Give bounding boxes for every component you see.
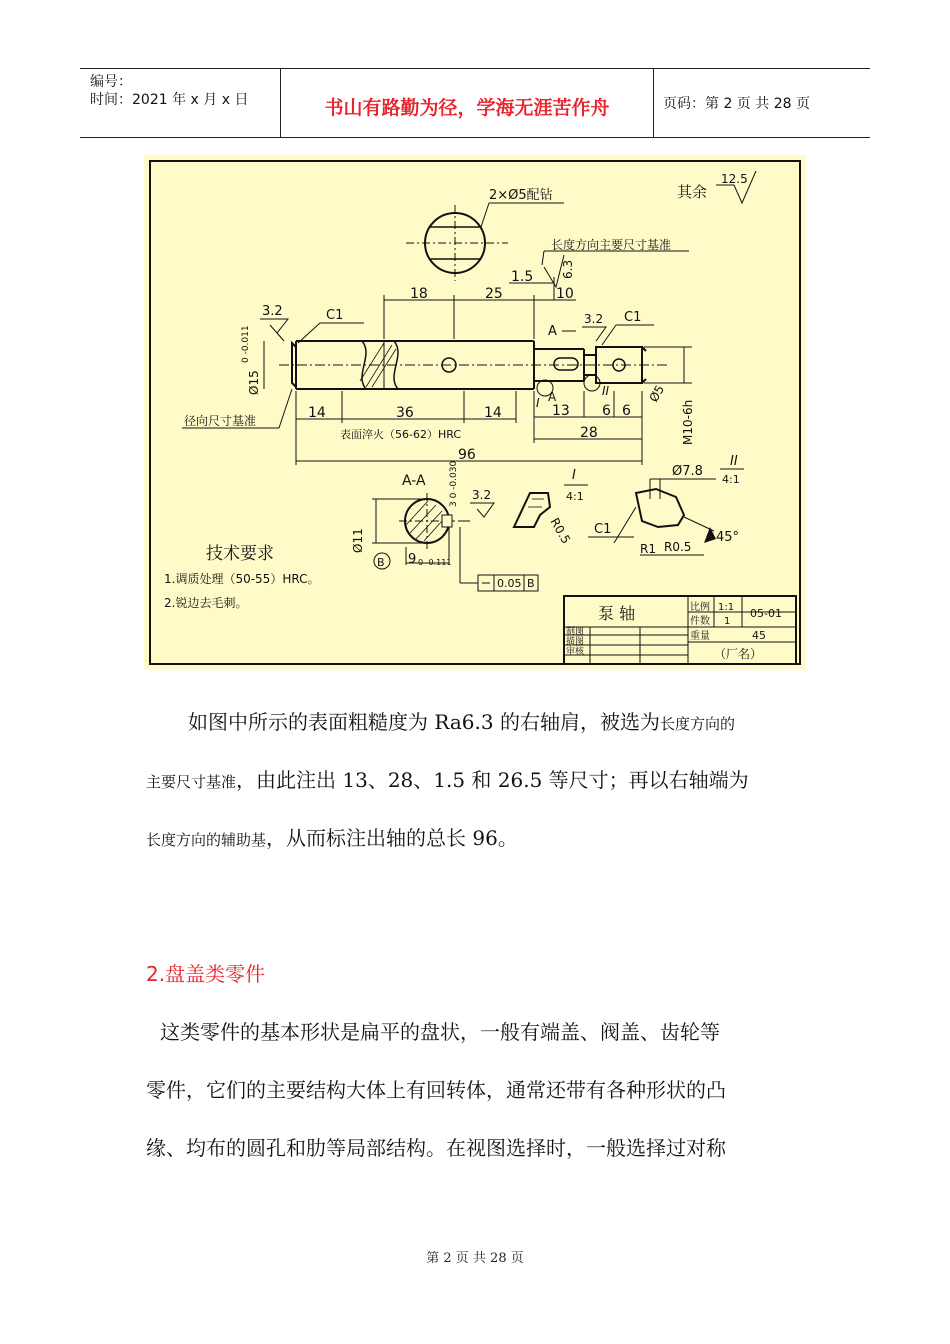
dia-7-8: Ø7.8 bbox=[672, 464, 703, 479]
tb-trace: 描图 bbox=[566, 637, 585, 647]
drawing-border bbox=[150, 161, 800, 664]
drawing-svg bbox=[144, 155, 806, 670]
dim-28: 28 bbox=[580, 425, 598, 441]
dim-96: 96 bbox=[458, 447, 476, 463]
dim-6-b: 6 bbox=[622, 403, 631, 419]
hole-note: 2×Ø5配钻 bbox=[489, 188, 553, 203]
rest-roughness-value: 12.5 bbox=[721, 172, 748, 186]
para-1-text-1a: 如图中所示的表面粗糙度为 Ra6.3 的右轴肩，被选为 bbox=[188, 710, 660, 734]
dia-11: Ø11 bbox=[351, 528, 365, 553]
cut-mark-a-bottom: A bbox=[548, 390, 557, 404]
datum-b: B bbox=[377, 556, 385, 569]
angle-45: 45° bbox=[716, 530, 740, 545]
cut-mark-a-top: A bbox=[548, 324, 557, 339]
dim-9-tol: 0 -0.111 bbox=[418, 558, 452, 567]
ra-6-3: 6.3 bbox=[561, 259, 575, 279]
tb-scale: 1:1 bbox=[718, 602, 735, 613]
dim-9: 9 bbox=[408, 552, 417, 567]
chamfer-c1-right: C1 bbox=[624, 310, 642, 325]
dim-14-left: 14 bbox=[308, 405, 326, 421]
dim-1-5: 1.5 bbox=[511, 269, 534, 285]
para-1-line-3 bbox=[146, 828, 806, 848]
r1: R1 bbox=[640, 542, 656, 556]
section-tol: 3 0 -0.030 bbox=[449, 460, 459, 507]
tb-count-label: 件数 bbox=[690, 616, 710, 627]
para-1-text-2a: 主要尺寸基准 bbox=[146, 773, 237, 791]
dia-15-tol: 0 -0.011 bbox=[241, 325, 251, 363]
section-label: A-A bbox=[402, 473, 426, 489]
radial-datum-note: 径向尺寸基准 bbox=[184, 414, 257, 428]
detail-i-shape bbox=[514, 493, 550, 527]
ra-3-2-right-symbol bbox=[582, 327, 606, 341]
header-left-cell bbox=[80, 69, 280, 137]
para-1-line-1 bbox=[146, 712, 806, 732]
harden-note: 表面淬火（56-62）HRC bbox=[340, 428, 462, 441]
rest-roughness-label: 其余 bbox=[677, 183, 708, 201]
dim-10: 10 bbox=[556, 286, 574, 302]
para-2-line-2: 零件，它们的主要结构大体上有回转体，通常还带有各种形状的凸 bbox=[146, 1078, 726, 1102]
dia-5: Ø5 bbox=[646, 382, 668, 405]
header-motto: 书山有路勤为径，学海无涯苦作舟 bbox=[324, 97, 610, 119]
para-1-text-3b: ，从而标注出轴的总长 96。 bbox=[266, 826, 518, 850]
page-header bbox=[80, 68, 870, 138]
shaft-drawing bbox=[144, 155, 806, 670]
dim-13: 13 bbox=[552, 403, 570, 419]
para-2-line-3: 缘、均布的圆孔和肋等局部结构。在视图选择时，一般选择过对称 bbox=[146, 1136, 726, 1160]
detail-ii-label: II bbox=[730, 454, 738, 469]
chamfer-c1-left: C1 bbox=[326, 308, 344, 323]
r0-5-detail-ii: R0.5 bbox=[664, 540, 692, 554]
r0-5-detail-i: R0.5 bbox=[547, 515, 574, 547]
tb-code: 05-01 bbox=[750, 607, 782, 620]
tech-title: 技术要求 bbox=[206, 544, 274, 564]
tb-material: 45 bbox=[752, 629, 766, 642]
tech-item-2: 2.锐边去毛刺。 bbox=[164, 596, 248, 610]
page-footer: 第 2 页 共 28 页 bbox=[426, 1251, 524, 1266]
tb-factory: （厂名） bbox=[714, 647, 763, 661]
section-heading: 2.盘盖类零件 bbox=[146, 962, 266, 986]
para-1-text-1b: 长度方向的 bbox=[659, 715, 735, 733]
para-2-line-1: 这类零件的基本形状是扁平的盘状，一般有端盖、阀盖、齿轮等 bbox=[160, 1020, 720, 1044]
detail-mark-ii: II bbox=[602, 384, 610, 398]
tb-draw: 制图 bbox=[566, 627, 585, 637]
angle-arrow bbox=[704, 527, 716, 543]
code-label: 编号： bbox=[90, 74, 132, 90]
ra-3-2-section: 3.2 bbox=[472, 488, 492, 502]
ra-3-2-right: 3.2 bbox=[584, 312, 604, 326]
ra-3-2-left-symbol bbox=[260, 319, 288, 333]
detail-i-label: I bbox=[572, 468, 576, 483]
datum-note: 长度方向主要尺寸基准 bbox=[551, 238, 672, 252]
detail-i-circle bbox=[537, 380, 553, 396]
tech-item-1: 1.调质处理（50-55）HRC。 bbox=[164, 572, 320, 586]
dim-6-a: 6 bbox=[602, 403, 611, 419]
dim-25: 25 bbox=[485, 286, 503, 302]
tb-count: 1 bbox=[724, 616, 731, 627]
ra-3-2-section-symbol bbox=[470, 503, 494, 517]
para-1-text-3a: 长度方向的辅助基 bbox=[146, 831, 267, 849]
top-section-view bbox=[406, 203, 564, 281]
tb-weight-label: 重量 bbox=[690, 631, 710, 642]
tb-scale-label: 比例 bbox=[690, 602, 710, 613]
tolerance-value: 0.05 bbox=[497, 577, 522, 590]
page-info: 页码：第 2 页 共 28 页 bbox=[663, 96, 810, 112]
tolerance-datum: B bbox=[527, 577, 535, 590]
para-1-line-2 bbox=[146, 770, 806, 790]
dia-15: Ø15 bbox=[247, 370, 261, 395]
chamfer-c1-detail: C1 bbox=[594, 522, 612, 537]
dim-18: 18 bbox=[410, 286, 428, 302]
ra-3-2-left: 3.2 bbox=[262, 304, 283, 319]
dim-36: 36 bbox=[396, 405, 414, 421]
dim-14-right: 14 bbox=[484, 405, 502, 421]
time-label: 时间：2021 年 x 月 x 日 bbox=[90, 92, 249, 108]
header-center-cell bbox=[280, 69, 654, 137]
tb-check: 审核 bbox=[566, 647, 585, 657]
paragraph-1 bbox=[146, 712, 806, 848]
thread-spec: M10-6h bbox=[681, 399, 695, 445]
para-1-text-2b: ，由此注出 13、28、1.5 和 26.5 等尺寸；再以右轴端为 bbox=[236, 768, 749, 792]
detail-ii-scale: 4:1 bbox=[722, 473, 740, 486]
header-right-cell bbox=[653, 69, 870, 137]
detail-i-scale: 4:1 bbox=[566, 490, 584, 503]
tb-part-name: 泵 轴 bbox=[598, 604, 636, 623]
paragraph-2 bbox=[146, 1022, 806, 1158]
detail-mark-i: I bbox=[536, 396, 540, 410]
